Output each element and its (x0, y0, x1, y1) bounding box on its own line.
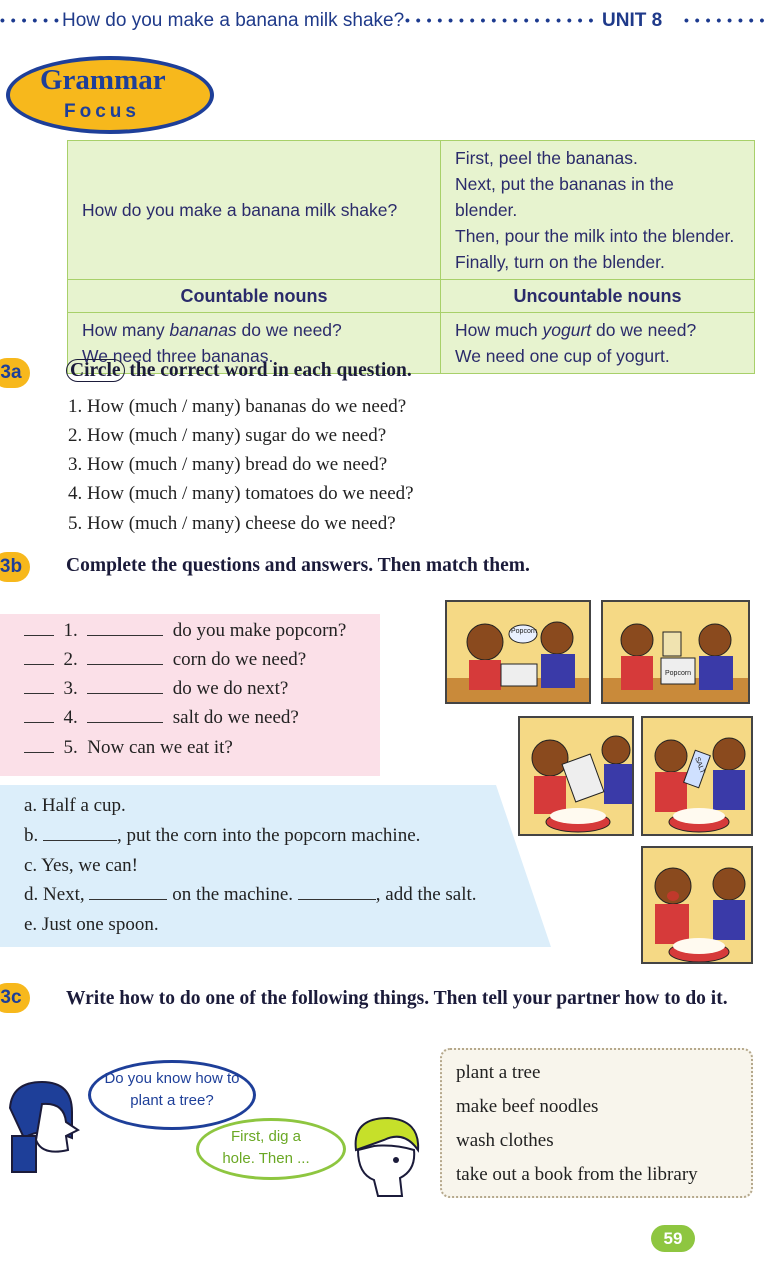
comic-panel-1 (445, 600, 591, 704)
popcorn-box-label: Popcorn (665, 670, 692, 677)
comic-panel-4 (641, 716, 753, 836)
list-item: take out a book from the library (456, 1164, 698, 1185)
answer-b: b. , put the corn into the popcorn machine. (24, 825, 421, 846)
list-item: 5. How (much / many) cheese do we need? (68, 513, 396, 534)
grammar-focus-title: Grammar (40, 64, 166, 96)
header-unit: UNIT 8 (602, 10, 663, 31)
instruction-3a: Circle the correct word in each question. (66, 360, 412, 382)
comic-panel-5 (641, 846, 753, 964)
comic-illustration (643, 848, 753, 964)
answer-d: d. Next, on the machine. , add the salt. (24, 884, 477, 905)
popcorn-bag-label: Popcorn (511, 628, 538, 635)
question-row: 4. salt do we need? (24, 707, 299, 729)
header-dots-mid: • • • • • • • • • • • • • • • • • • (405, 12, 595, 28)
speech-bubble-green-text: First, dig a hole. Then ... (222, 1128, 310, 1167)
badge-3b: 3b (0, 552, 30, 582)
list-item: 2. How (much / many) sugar do we need? (68, 425, 387, 446)
question-row: 5. Now can we eat it? (24, 737, 233, 759)
answer-a: a. Half a cup. (24, 795, 126, 816)
uncountable-header: Uncountable nouns (441, 280, 755, 313)
countable-header: Countable nouns (68, 280, 441, 313)
grammar-steps (441, 141, 755, 280)
comic-panel-3 (518, 716, 634, 836)
header-dots-right: • • • • • • • • (684, 12, 766, 28)
girl-illustration (2, 1078, 92, 1174)
comic-panel-2 (601, 600, 750, 704)
header-title: How do you make a banana milk shake? (62, 10, 405, 31)
page-number: 59 (651, 1225, 695, 1252)
step-line: Finally, turn on the blender. (455, 252, 665, 272)
answer-e: e. Just one spoon. (24, 914, 159, 935)
question-row: 1. do you make popcorn? (24, 620, 346, 642)
question-row: 3. do we do next? (24, 678, 288, 700)
comic-illustration (520, 718, 634, 836)
badge-3c: 3c (0, 983, 30, 1013)
comic-illustration (603, 602, 750, 704)
instruction-3b: Complete the questions and answers. Then match them. (66, 555, 530, 576)
step-line: Then, pour the milk into the blender. (455, 226, 735, 246)
comic-illustration (447, 602, 591, 704)
instruction-3c: Write how to do one of the following things. Then tell your partner how to do it. (66, 988, 728, 1009)
question-row: 2. corn do we need? (24, 649, 306, 671)
page-header (0, 8, 771, 36)
list-item: 1. How (much / many) bananas do we need? (68, 396, 407, 417)
uncountable-example: How much yogurt do we need? We need one cup of yogurt. (441, 313, 755, 374)
table-header-row (68, 280, 755, 313)
header-dots-left: • • • • • • (0, 12, 60, 28)
list-item: make beef noodles (456, 1096, 599, 1117)
list-item: 4. How (much / many) tomatoes do we need? (68, 483, 414, 504)
countable-example: How many bananas do we need? We need three bananas. (68, 313, 441, 374)
step-line: First, peel the bananas. (455, 148, 638, 168)
list-item: plant a tree (456, 1062, 541, 1083)
boy-illustration (344, 1110, 428, 1202)
grammar-question: How do you make a banana milk shake? (68, 141, 441, 280)
grammar-table (67, 140, 755, 374)
table-row (68, 141, 755, 280)
comic-illustration (643, 718, 753, 836)
answer-c: c. Yes, we can! (24, 855, 138, 876)
grammar-focus-subtitle: Focus (64, 101, 140, 122)
step-line: Next, put the bananas in the blender. (455, 174, 674, 220)
salt-shaker-label: SALT (693, 756, 706, 775)
badge-3a: 3a (0, 358, 30, 388)
speech-bubble-blue-text: Do you know how to plant a tree? (104, 1070, 240, 1109)
list-item: wash clothes (456, 1130, 554, 1151)
list-item: 3. How (much / many) bread do we need? (68, 454, 388, 475)
